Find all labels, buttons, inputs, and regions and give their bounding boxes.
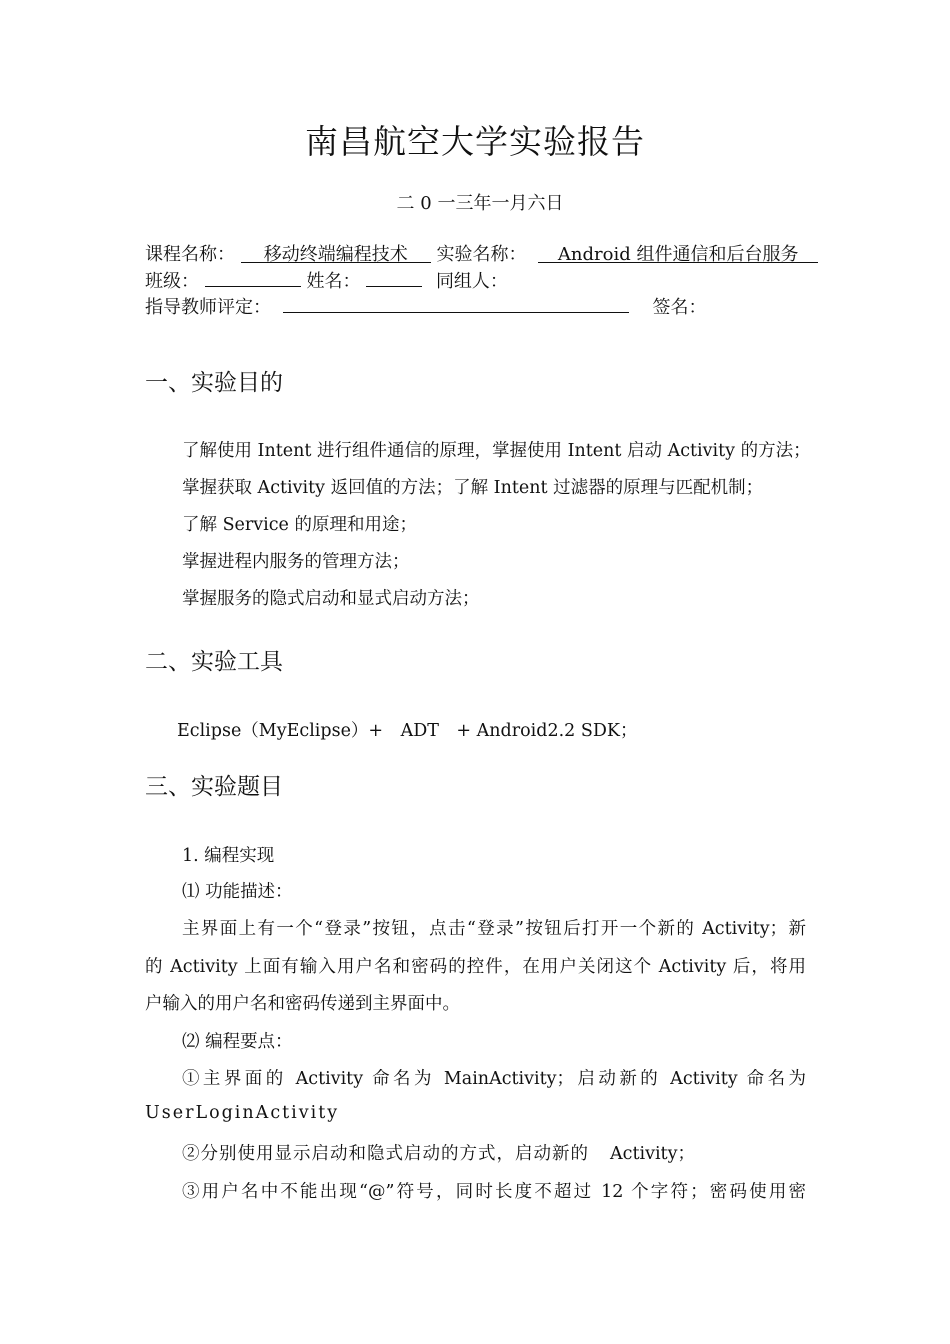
objective-item: 掌握进程内服务的管理方法；: [182, 552, 410, 572]
paragraph-line: ②分别使用显示启动和隐式启动的方式，启动新的: [182, 1144, 589, 1164]
paragraph-line: ③用户名中不能出现“@”符号，同时长度不超过 12 个字符；密码使用密: [182, 1182, 806, 1202]
experiment-label: 实验名称：: [436, 244, 527, 265]
objective-item: 了解 Service 的原理和用途；: [182, 515, 417, 535]
objective-item: 了解使用 Intent 进行组件通信的原理，掌握使用 Intent 启动 Activity 的方法；: [182, 441, 811, 461]
programming-points-label: ⑵ 编程要点：: [182, 1032, 293, 1052]
paragraph-line: 户输入的用户名和密码传递到主界面中。: [145, 994, 460, 1014]
paragraph-line: UserLoginActivity: [145, 1103, 340, 1123]
section-1-heading: 一、实验目的: [145, 370, 283, 396]
teacher-info-row: [145, 290, 706, 319]
student-info-row: [145, 264, 508, 293]
sign-label: 签名：: [652, 297, 707, 318]
tools-text: Eclipse（MyEclipse）+ ADT + Android2.2 SDK；: [177, 721, 638, 741]
function-desc-label: ⑴ 功能描述：: [182, 882, 293, 902]
course-value: 移动终端编程技术: [241, 240, 431, 263]
teacher-field: [283, 290, 629, 313]
group-label: 同组人：: [435, 271, 508, 292]
class-label: 班级：: [145, 271, 199, 292]
section-2-heading: 二、实验工具: [145, 649, 283, 675]
paragraph-line: 主界面上有一个“登录”按钮，点击“登录”按钮后打开一个新的 Activity；新: [182, 919, 806, 939]
paragraph-line: ①主界面的 Activity 命名为 MainActivity；启动新的 Activity 命名为: [182, 1069, 806, 1089]
paragraph-line: 的 Activity 上面有输入用户名和密码的控件，在用户关闭这个 Activity 后，将用: [145, 957, 806, 977]
objective-item: 掌握服务的隐式启动和显式启动方法；: [182, 589, 480, 609]
section-3-heading: 三、实验题目: [145, 774, 283, 800]
page-title: 南昌航空大学实验报告: [305, 122, 645, 161]
subsection-title: 1. 编程实现: [182, 846, 275, 866]
name-field: [366, 264, 422, 287]
teacher-label: 指导教师评定：: [145, 297, 271, 318]
course-label: 课程名称：: [145, 244, 235, 265]
class-field: [205, 264, 301, 287]
objective-item: 掌握获取 Activity 返回值的方法；了解 Intent 过滤器的原理与匹配机制；: [182, 478, 764, 498]
paragraph-line-overlap: Activity；: [610, 1144, 695, 1164]
report-date: 二 0 一三年一月六日: [396, 193, 564, 214]
course-info-row: [145, 240, 818, 266]
experiment-value: Android 组件通信和后台服务: [538, 240, 818, 263]
name-label: 姓名：: [306, 271, 361, 292]
